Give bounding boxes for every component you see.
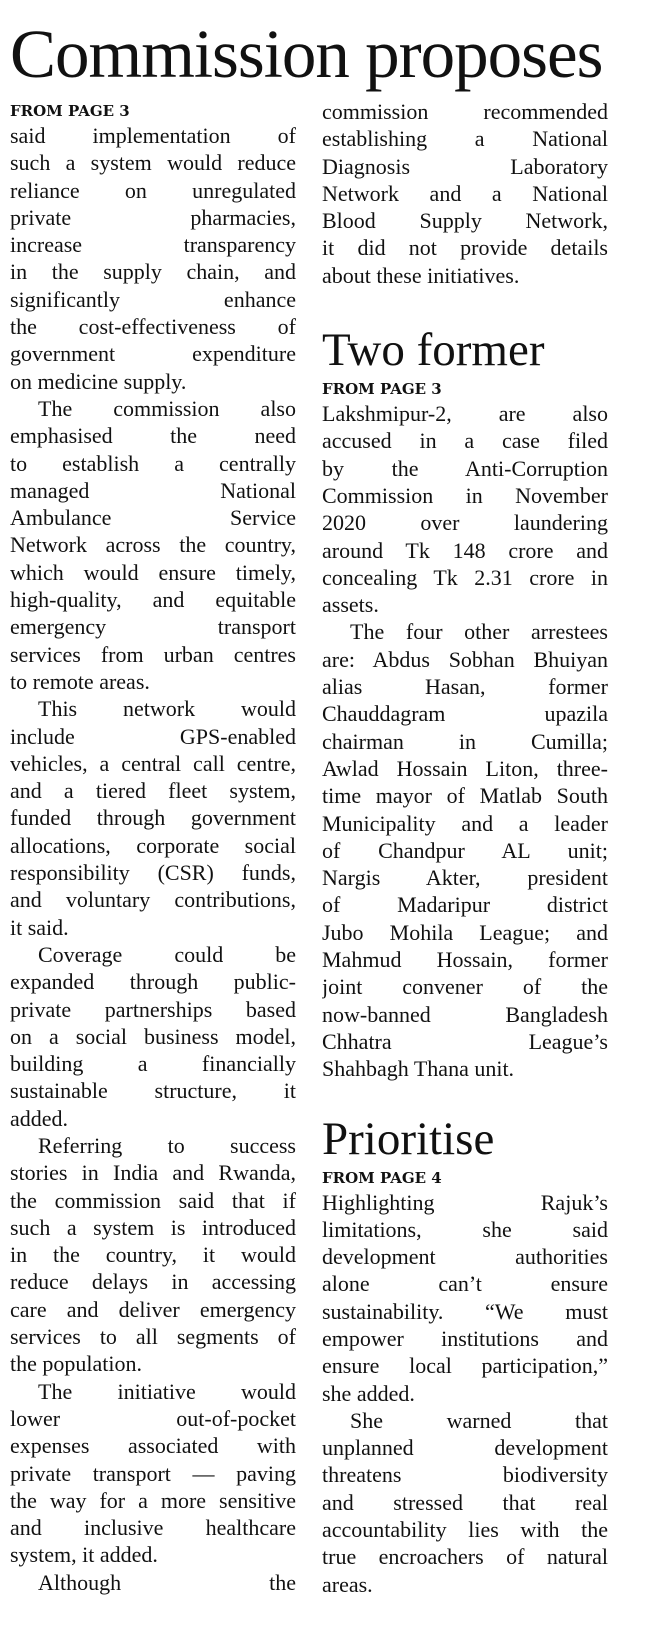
text-line: emergency transport bbox=[10, 614, 296, 640]
text-line: reduce delays in accessing bbox=[10, 1269, 296, 1295]
text-line: the cost-effectiveness of bbox=[10, 314, 296, 340]
text-line: reliance on unregulated bbox=[10, 177, 296, 203]
text-line: and stressed that real bbox=[322, 1489, 608, 1515]
text-line: She warned that bbox=[350, 1407, 608, 1433]
text-line: areas. bbox=[322, 1571, 373, 1597]
text-line: on a social business model, bbox=[10, 1023, 296, 1049]
text-line: chairman in Cumilla; bbox=[322, 728, 608, 754]
story-body bbox=[322, 400, 608, 1082]
text-line: sustainable structure, it bbox=[10, 1078, 296, 1104]
text-line: Diagnosis Laboratory bbox=[322, 153, 608, 179]
text-line: Awlad Hossain Liton, three- bbox=[322, 755, 608, 781]
text-line: and a tiered fleet system, bbox=[10, 778, 296, 804]
text-line: alias Hasan, former bbox=[322, 674, 608, 700]
text-line: about these initiatives. bbox=[322, 262, 520, 288]
text-line: sustainability. “We must bbox=[322, 1298, 608, 1324]
text-line: Jubo Mohila League; and bbox=[322, 919, 608, 945]
text-line: Municipality and a leader bbox=[322, 810, 608, 836]
text-line: such a system would reduce bbox=[10, 150, 296, 176]
text-line: said implementation of bbox=[10, 123, 296, 148]
text-line: high-quality, and equitable bbox=[10, 587, 296, 613]
text-line: assets. bbox=[322, 592, 379, 618]
text-line: Ambulance Service bbox=[10, 505, 296, 531]
text-line: Chhatra League’s bbox=[322, 1028, 608, 1054]
text-line: are: Abdus Sobhan Bhuiyan bbox=[322, 646, 608, 672]
text-line: accountability lies with the bbox=[322, 1517, 608, 1543]
text-line: around Tk 148 crore and bbox=[322, 537, 608, 563]
text-line: which would ensure timely, bbox=[10, 559, 296, 585]
story-headline: Prioritise bbox=[322, 1112, 495, 1165]
text-line: Referring to success bbox=[38, 1132, 296, 1158]
text-line: to remote areas. bbox=[10, 668, 150, 694]
text-line: include GPS-enabled bbox=[10, 723, 296, 749]
text-line: care and deliver emergency bbox=[10, 1296, 296, 1322]
text-line: expanded through public- bbox=[10, 969, 296, 995]
text-line: on medicine supply. bbox=[10, 368, 187, 394]
text-line: it said. bbox=[10, 914, 69, 940]
text-line: allocations, corporate social bbox=[10, 832, 296, 858]
text-line: Mahmud Hossain, former bbox=[322, 947, 608, 973]
text-line: The commission also bbox=[38, 395, 296, 421]
text-line: establishing a National bbox=[322, 126, 608, 152]
text-line: true encroachers of natural bbox=[322, 1544, 608, 1570]
text-line: to establish a centrally bbox=[10, 450, 296, 476]
text-line: lower out-of-pocket bbox=[10, 1405, 296, 1431]
text-line: ensure local participation,” bbox=[322, 1353, 608, 1379]
text-line: concealing Tk 2.31 crore in bbox=[322, 564, 608, 590]
text-line: such a system is introduced bbox=[10, 1214, 296, 1240]
text-line: government expenditure bbox=[10, 341, 296, 367]
text-line: of Madaripur district bbox=[322, 892, 608, 918]
text-line: accused in a case filed bbox=[322, 428, 608, 454]
text-line: private transport — paving bbox=[10, 1460, 296, 1486]
text-line: Coverage could be bbox=[38, 941, 296, 967]
text-line: increase transparency bbox=[10, 232, 296, 258]
text-line: Chauddagram upazila bbox=[322, 701, 608, 727]
story-body bbox=[322, 1189, 608, 1598]
text-line: by the Anti-Corruption bbox=[322, 455, 608, 481]
text-line: alone can’t ensure bbox=[322, 1271, 608, 1297]
left-column bbox=[10, 100, 296, 1596]
text-line: Shahbagh Thana unit. bbox=[322, 1056, 515, 1082]
text-line: development authorities bbox=[322, 1244, 608, 1270]
text-line: expenses associated with bbox=[10, 1433, 296, 1459]
text-line: Lakshmipur-2, are also bbox=[322, 401, 608, 427]
from-page-kicker: FROM PAGE 4 bbox=[322, 1168, 442, 1187]
text-line: This network would bbox=[38, 696, 296, 722]
text-line: threatens biodiversity bbox=[322, 1462, 608, 1488]
text-line: of Chandpur AL unit; bbox=[322, 837, 608, 863]
text-line: significantly enhance bbox=[10, 286, 296, 312]
text-line: 2020 over laundering bbox=[322, 510, 608, 536]
text-line: funded through government bbox=[10, 805, 296, 831]
text-line: Commission in November bbox=[322, 482, 608, 508]
text-line: Nargis Akter, president bbox=[322, 865, 608, 891]
text-line: in the supply chain, and bbox=[10, 259, 296, 285]
text-line: Highlighting Rajuk’s bbox=[322, 1189, 608, 1215]
text-line: limitations, she said bbox=[322, 1216, 608, 1242]
text-line: stories in India and Rwanda, bbox=[10, 1160, 296, 1186]
text-line: added. bbox=[10, 1105, 69, 1131]
text-line: managed National bbox=[10, 477, 296, 503]
text-line: she added. bbox=[322, 1380, 415, 1406]
text-line: services from urban centres bbox=[10, 641, 296, 667]
text-line: The initiative would bbox=[38, 1378, 296, 1404]
text-line: time mayor of Matlab South bbox=[322, 783, 608, 809]
text-line: in the country, it would bbox=[10, 1242, 296, 1268]
text-line: empower institutions and bbox=[322, 1325, 608, 1351]
text-line: Although the bbox=[38, 1569, 296, 1595]
text-line: The four other arrestees bbox=[350, 619, 608, 645]
text-line: system, it added. bbox=[10, 1542, 158, 1568]
main-headline: Commission proposes bbox=[10, 16, 603, 92]
text-line: responsibility (CSR) funds, bbox=[10, 860, 296, 886]
text-line: building a financially bbox=[10, 1051, 296, 1077]
text-line: Network across the country, bbox=[10, 532, 296, 558]
text-line: the population. bbox=[10, 1351, 142, 1377]
right-column bbox=[322, 98, 608, 1598]
text-line: the way for a more sensitive bbox=[10, 1487, 296, 1513]
text-line: private partnerships based bbox=[10, 996, 296, 1022]
article-body bbox=[10, 122, 296, 1596]
text-line: Blood Supply Network, bbox=[322, 208, 608, 234]
text-line: now-banned Bangladesh bbox=[322, 1001, 608, 1027]
text-line: commission recommended bbox=[322, 99, 608, 124]
article-continuation bbox=[322, 98, 608, 289]
story-headline: Two former bbox=[322, 324, 545, 377]
text-line: emphasised the need bbox=[10, 423, 296, 449]
text-line: and inclusive healthcare bbox=[10, 1515, 296, 1541]
text-line: Network and a National bbox=[322, 180, 608, 206]
text-line: private pharmacies, bbox=[10, 204, 296, 230]
text-line: the commission said that if bbox=[10, 1187, 296, 1213]
text-line: unplanned development bbox=[322, 1435, 608, 1461]
text-line: vehicles, a central call centre, bbox=[10, 750, 296, 776]
from-page-kicker: FROM PAGE 3 bbox=[10, 102, 130, 120]
text-line: it did not provide details bbox=[322, 235, 608, 261]
from-page-kicker: FROM PAGE 3 bbox=[322, 380, 442, 399]
text-line: joint convener of the bbox=[322, 974, 608, 1000]
text-line: services to all segments of bbox=[10, 1324, 296, 1350]
text-line: and voluntary contributions, bbox=[10, 887, 296, 913]
